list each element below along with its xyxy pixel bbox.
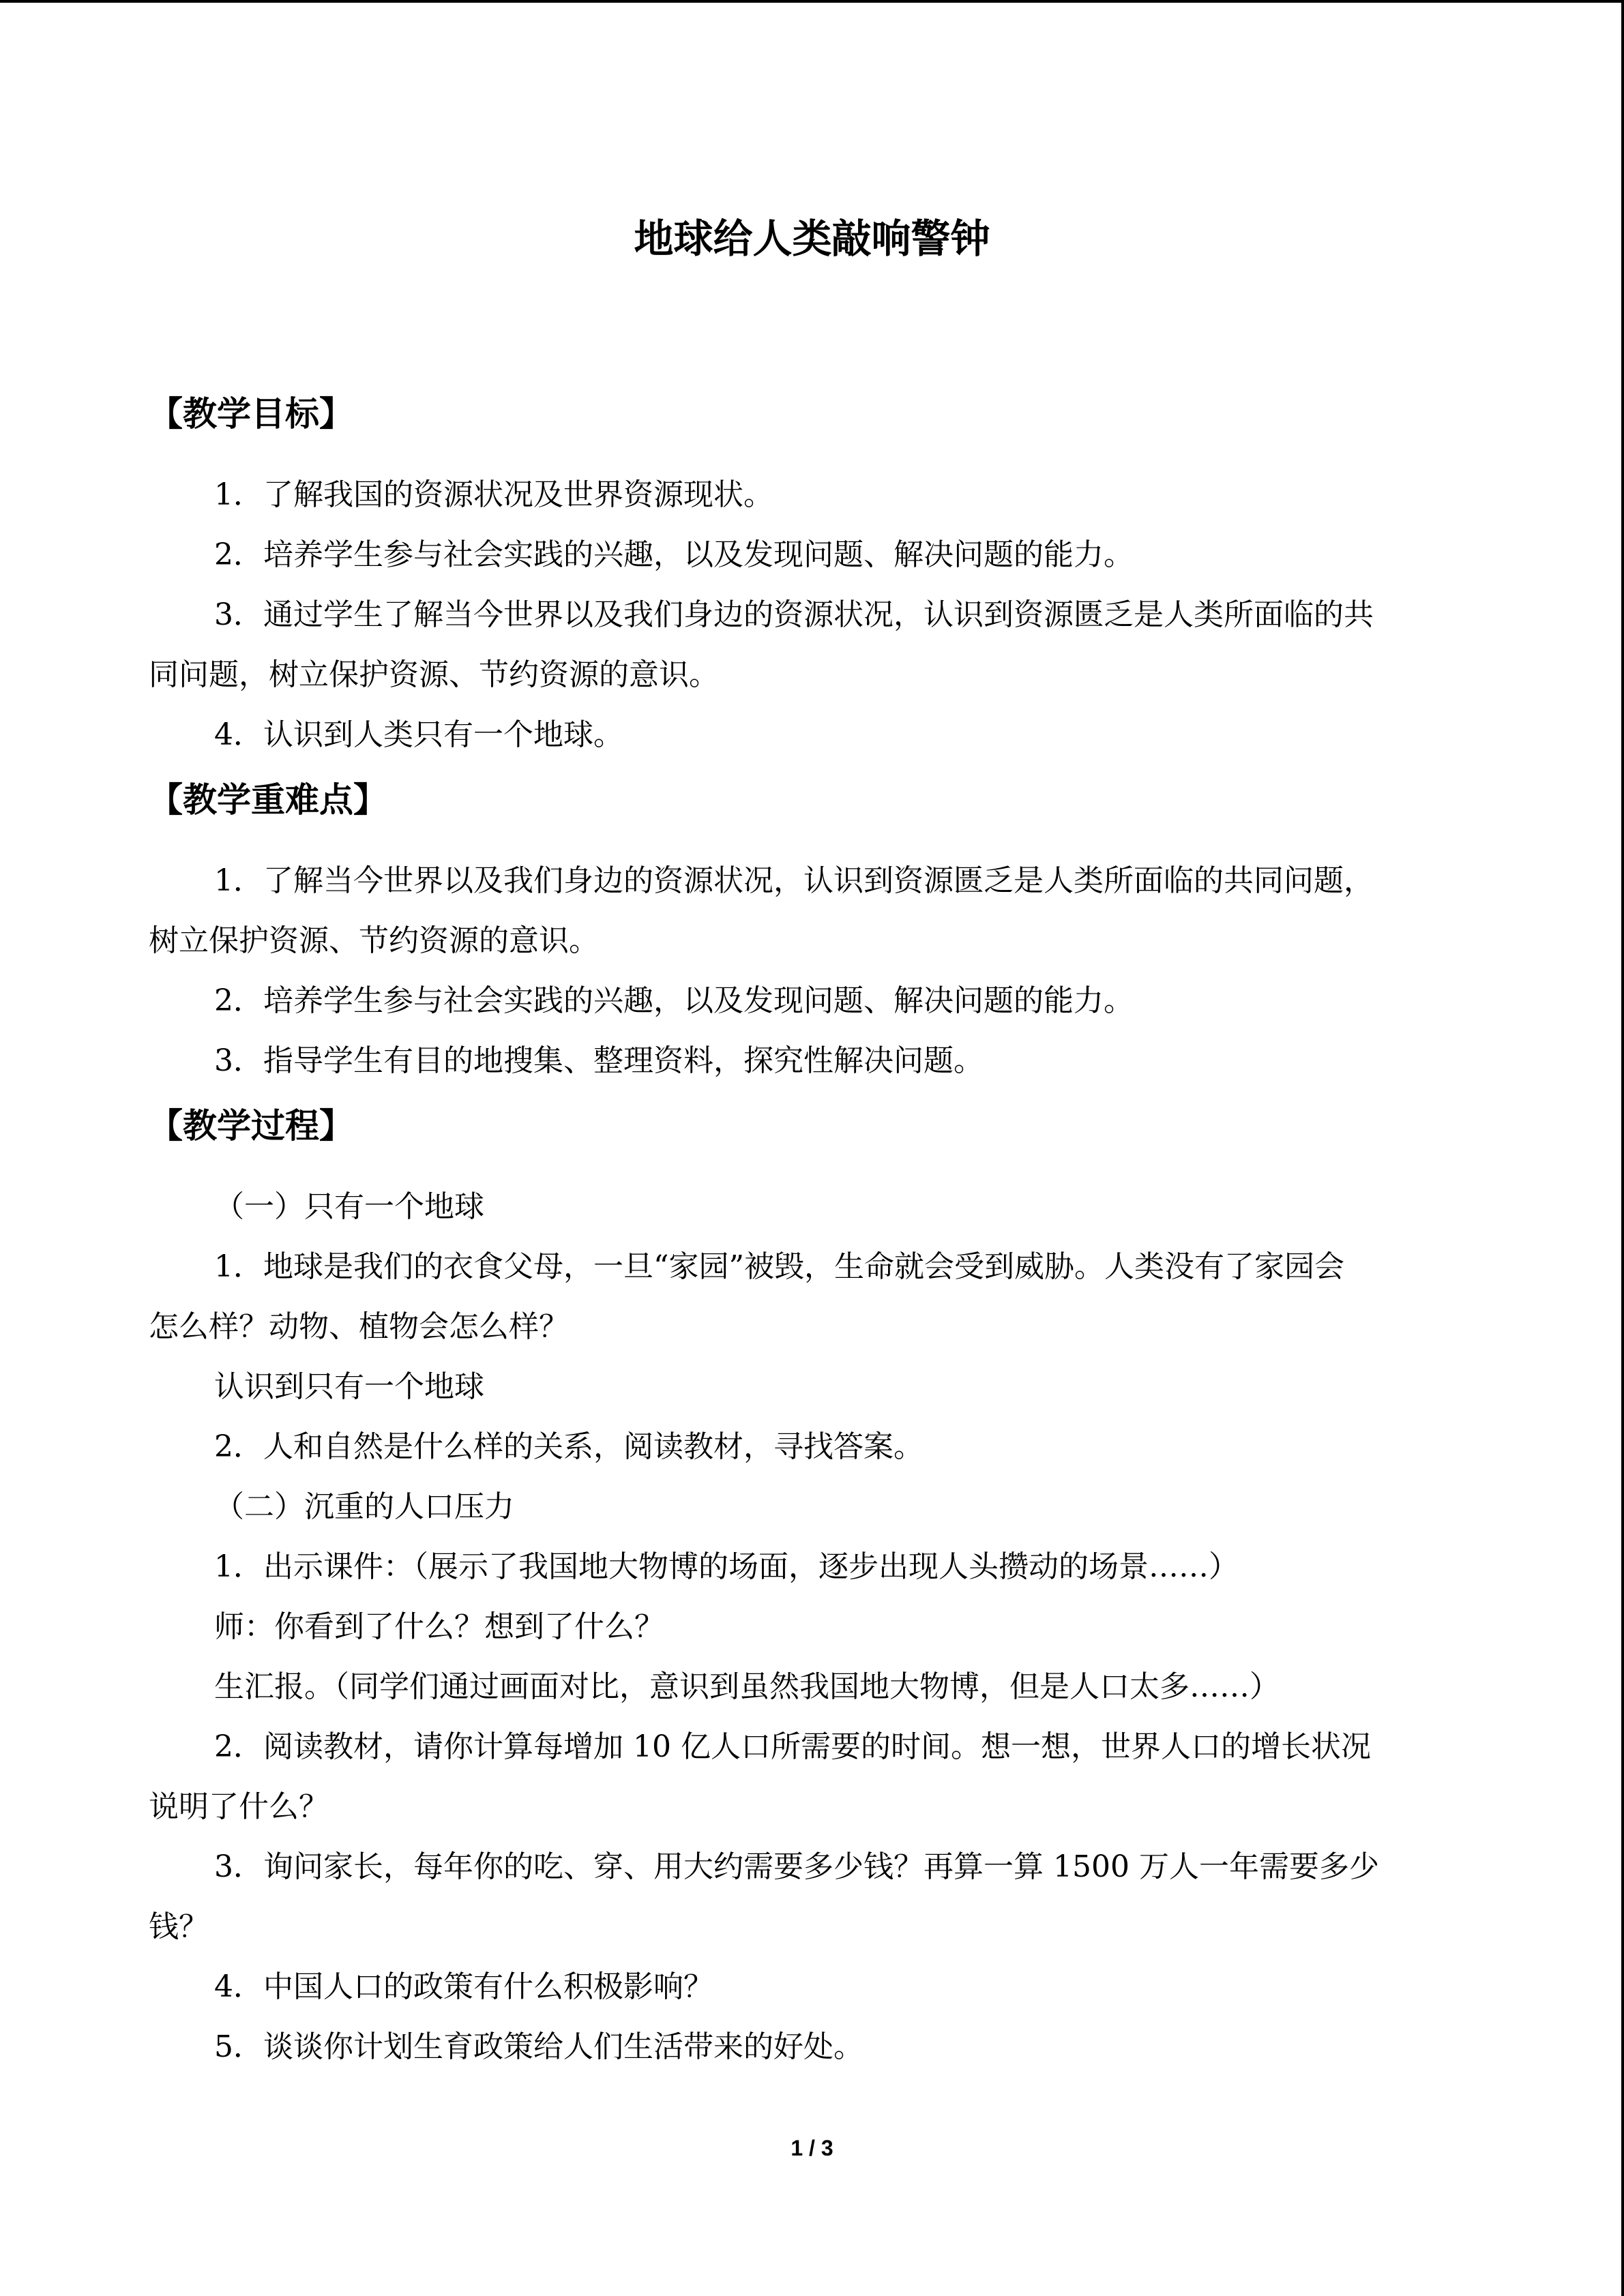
process-item: 生汇报。（同学们通过画面对比，意识到虽然我国地大物博，但是人口太多……） (214, 1669, 1280, 1704)
process-item-continuation: 钱？ (149, 1909, 209, 1944)
process-item: 2．人和自然是什么样的关系，阅读教材，寻找答案。 (214, 1429, 924, 1464)
objective-item: 3．通过学生了解当今世界以及我们身边的资源状况，认识到资源匮乏是人类所面临的共 (214, 597, 1374, 632)
process-item: 4．中国人口的政策有什么积极影响？ (214, 1969, 713, 2004)
objective-item: 2．培养学生参与社会实践的兴趣，以及发现问题、解决问题的能力。 (214, 537, 1134, 572)
keypoint-item: 3．指导学生有目的地搜集、整理资料，探究性解决问题。 (214, 1043, 984, 1078)
process-item: 2．阅读教材，请你计算每增加 10 亿人口所需要的时间。想一想，世界人口的增长状况 (214, 1729, 1371, 1764)
objective-item: 1．了解我国的资源状况及世界资源现状。 (214, 477, 773, 512)
objective-item-continuation: 同问题，树立保护资源、节约资源的意识。 (149, 657, 719, 692)
page-border-right (1621, 0, 1624, 2296)
keypoint-item-continuation: 树立保护资源、节约资源的意识。 (149, 923, 599, 958)
process-item: 1．地球是我们的衣食父母，一旦“家园”被毁，生命就会受到威胁。人类没有了家园会 (214, 1249, 1344, 1284)
process-item: 1．出示课件：（展示了我国地大物博的场面，逐步出现人头攒动的场景……） (214, 1549, 1239, 1584)
process-item-continuation: 怎么样？动物、植物会怎么样？ (149, 1309, 569, 1344)
process-item: 认识到只有一个地球 (214, 1369, 484, 1404)
process-subheading: （一）只有一个地球 (214, 1189, 484, 1224)
objective-item: 4．认识到人类只有一个地球。 (214, 717, 623, 752)
page-number: 1 / 3 (791, 2136, 833, 2160)
process-subheading: （二）沉重的人口压力 (214, 1489, 514, 1524)
document-title: 地球给人类敲响警钟 (634, 215, 990, 262)
section-heading-keypoints: 【教学重难点】 (149, 779, 387, 820)
keypoint-item: 2．培养学生参与社会实践的兴趣，以及发现问题、解决问题的能力。 (214, 983, 1134, 1018)
process-item: 5．谈谈你计划生育政策给人们生活带来的好处。 (214, 2029, 863, 2064)
section-heading-process: 【教学过程】 (149, 1105, 353, 1146)
process-item: 3．询问家长，每年你的吃、穿、用大约需要多少钱？再算一算 1500 万人一年需要多少 (214, 1849, 1379, 1884)
section-heading-objectives: 【教学目标】 (149, 393, 353, 434)
process-item: 师：你看到了什么？想到了什么？ (214, 1609, 664, 1644)
process-item-continuation: 说明了什么？ (149, 1789, 329, 1824)
keypoint-item: 1．了解当今世界以及我们身边的资源状况，认识到资源匮乏是人类所面临的共同问题， (214, 863, 1374, 898)
page-border-top (0, 0, 1624, 3)
